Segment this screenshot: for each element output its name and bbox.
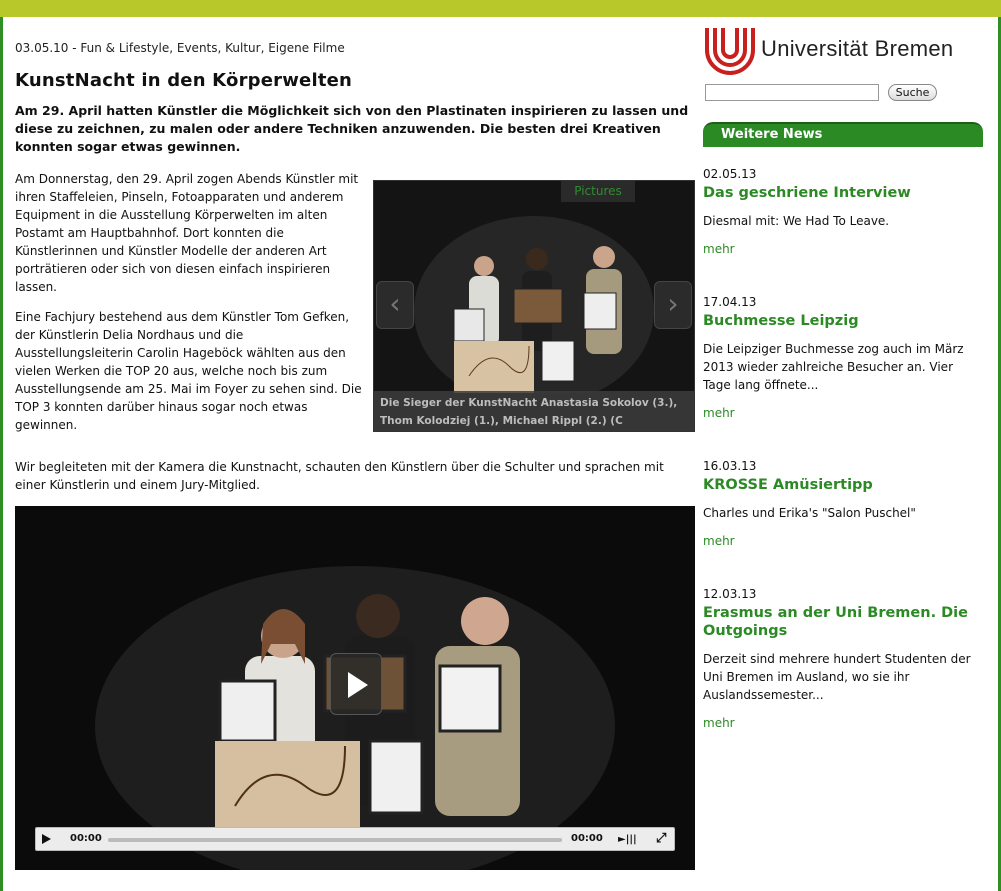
play-icon (348, 672, 368, 698)
news-more-link[interactable]: mehr (703, 406, 735, 420)
gallery-photo (374, 181, 695, 393)
news-title-link[interactable]: Buchmesse Leipzig (703, 313, 859, 329)
time-current: 00:00 (70, 833, 102, 844)
volume-icon[interactable]: ►||| (618, 834, 637, 845)
gallery-tab-pictures[interactable]: Pictures (561, 181, 635, 202)
top-bar (0, 0, 1001, 17)
news-desc: Die Leipziger Buchmesse zog auch im März 2013 wieder zahlreiche Besucher an. Vier Tage lang öffnete... (703, 342, 964, 392)
news-desc: Diesmal mit: We Had To Leave. (703, 214, 890, 228)
news-section-header: Weitere News (703, 122, 983, 147)
news-date: 16.03.13 (703, 459, 757, 473)
time-total: 00:00 (571, 833, 603, 844)
chevron-right-icon[interactable]: › (654, 281, 692, 329)
chevron-left-icon[interactable]: ‹ (376, 281, 414, 329)
video-player[interactable] (15, 506, 695, 870)
news-item (703, 166, 983, 256)
logo-emblem (703, 26, 757, 78)
university-logo[interactable] (703, 26, 985, 78)
video-controls (35, 827, 675, 851)
news-title-link[interactable]: Das geschriene Interview (703, 185, 911, 201)
news-title-link[interactable]: KROSSE Amüsiertipp (703, 477, 873, 493)
news-date: 02.05.13 (703, 167, 757, 181)
news-item (703, 294, 983, 420)
news-more-link[interactable]: mehr (703, 534, 735, 548)
news-more-link[interactable]: mehr (703, 716, 735, 730)
news-item (703, 458, 983, 548)
news-date: 12.03.13 (703, 587, 757, 601)
news-item (703, 586, 983, 730)
article-meta: 03.05.10 - Fun & Lifestyle, Events, Kultur, Eigene Filme (15, 41, 345, 55)
article-paragraph: Wir begleiteten mit der Kamera die Kunstnacht, schauten den Künstlern über die Schulter und sprachen mit einer Künstlerin und einem Jury-Mitglied. (15, 460, 664, 492)
article (15, 40, 697, 846)
sidebar (703, 26, 985, 730)
news-desc: Charles und Erika's "Salon Puschel" (703, 506, 916, 520)
search-button[interactable]: Suche (888, 84, 937, 101)
photo-gallery[interactable] (373, 180, 695, 432)
news-date: 17.04.13 (703, 295, 757, 309)
article-lead: Am 29. April hatten Künstler die Möglichkeit sich von den Plastinaten inspirieren zu lassen und diese zu zeichnen, zu malen oder andere Techniken anzuwenden. Die besten drei Kreativen konnten sogar etwas gewinnen. (15, 103, 689, 154)
progress-track[interactable] (108, 838, 562, 842)
news-more-link[interactable]: mehr (703, 242, 735, 256)
article-body (15, 170, 365, 446)
play-icon[interactable] (42, 834, 51, 844)
search-form (705, 84, 930, 101)
fullscreen-icon[interactable]: ⤢ (656, 831, 667, 846)
article-paragraph: Am Donnerstag, den 29. April zogen Abends Künstler mit ihren Staffeleien, Pinseln, Fotoapparaten und anderem Equipment in die Ausstellung Körperwelten im alten Postamt am Hauptbahnhof. Dort konnten die Künstlerinnen und Künstler Modelle der anderen Art porträtieren oder sich von diesen einfach inspirieren lassen. (15, 172, 359, 294)
news-desc: Derzeit sind mehrere hundert Studenten der Uni Bremen im Ausland, wo sie ihr Auslandssemester... (703, 652, 971, 702)
article-paragraph: Eine Fachjury bestehend aus dem Künstler Tom Gefken, der Künstlerin Delia Nordhaus und die Ausstellungsleiterin Carolin Hageböck wählten aus den vielen Werken die TOP 20 aus, welche noch bis zum Ausstellungsende am 25. Mai im Foyer zu sehen sind. Die TOP 3 konnten darüber hinaus sogar noch etwas gewinnen. (15, 310, 362, 432)
search-input[interactable] (705, 84, 879, 101)
news-title-link[interactable]: Erasmus an der Uni Bremen. Die Outgoings (703, 605, 968, 639)
logo-text: Universität Bremen (761, 36, 954, 61)
article-title: KunstNacht in den Körperwelten (15, 70, 353, 91)
frame-border-left (0, 17, 3, 891)
gallery-caption: Die Sieger der KunstNacht Anastasia Sokolov (3.), Thom Kolodziej (1.), Michael Rippl (2.) (C (374, 391, 694, 431)
play-overlay-button[interactable] (330, 653, 382, 715)
